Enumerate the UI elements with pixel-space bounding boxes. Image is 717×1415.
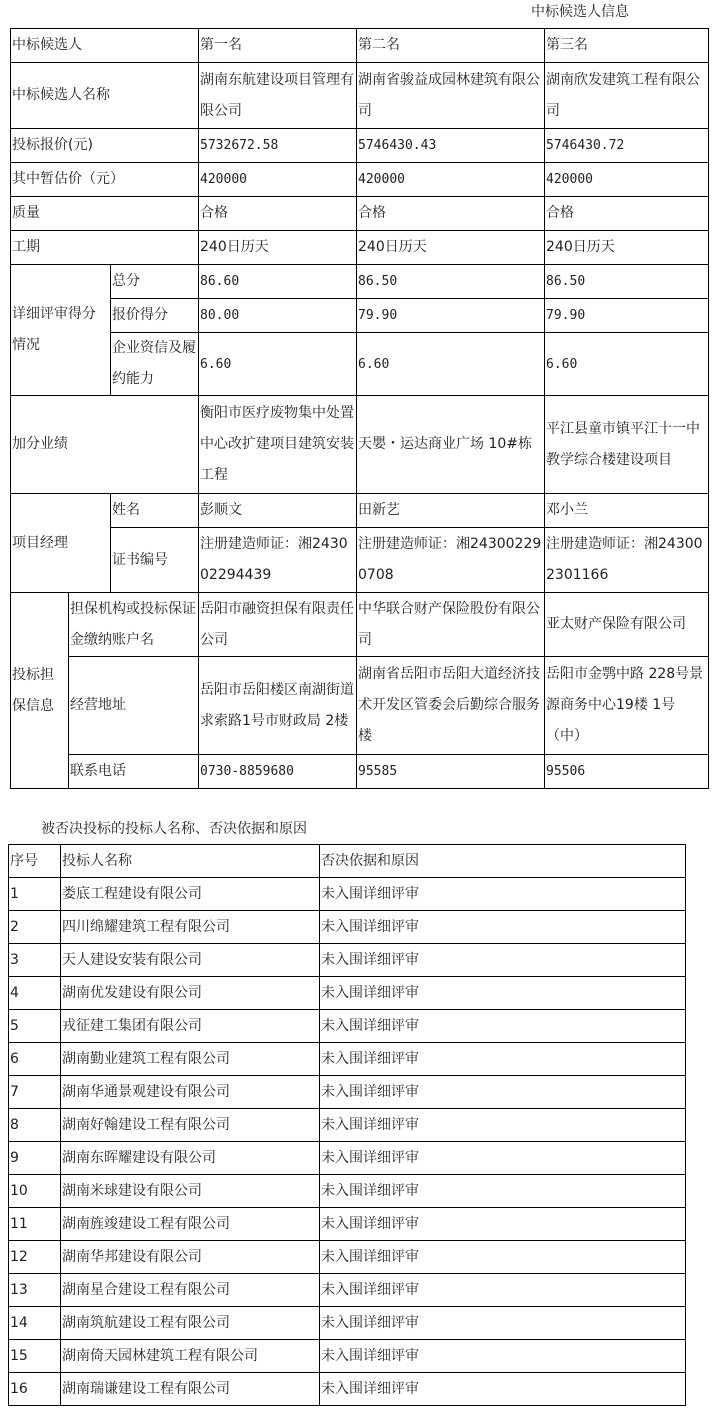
row-number: 15: [9, 1340, 61, 1373]
rejection-reason: 未入围详细评审: [320, 911, 686, 944]
cell: 420000: [545, 163, 709, 197]
rejection-reason: 未入围详细评审: [320, 1208, 686, 1241]
column-header: 序号: [9, 845, 61, 878]
cell: 5746430.43: [357, 129, 545, 163]
cell: 湖南省岳阳市岳阳大道经济技术开发区管委会后勤综合服务楼: [357, 657, 545, 755]
table-row: [9, 944, 686, 977]
group-label: 投标担保信息: [11, 593, 69, 789]
rejected-bidders-table: [8, 844, 686, 1406]
table-row: [11, 197, 709, 231]
row-number: 2: [9, 911, 61, 944]
rejection-reason: 未入围详细评审: [320, 1043, 686, 1076]
row-number: 14: [9, 1307, 61, 1340]
page-caption: 中标候选人信息: [531, 4, 629, 20]
cell: 第三名: [545, 29, 709, 63]
cell: 平江县童市镇平江十一中教学综合楼建设项目: [545, 396, 709, 494]
row-number: 12: [9, 1241, 61, 1274]
cell: 240日历天: [357, 231, 545, 265]
cell: 86.60: [199, 265, 357, 299]
cell: 79.90: [545, 299, 709, 333]
row-label: 其中暂估价（元）: [11, 163, 199, 197]
rejection-reason: 未入围详细评审: [320, 1010, 686, 1043]
bidder-name: 湖南米球建设有限公司: [61, 1175, 320, 1208]
bidder-name: 湖南瑞谦建设工程有限公司: [61, 1373, 320, 1406]
cell: 6.60: [545, 333, 709, 396]
row-label: 质量: [11, 197, 199, 231]
row-label: 证书编号: [111, 528, 199, 593]
cell: 天嬰・运达商业广场 10#栋: [357, 396, 545, 494]
table-row: [9, 878, 686, 911]
cell: 5746430.72: [545, 129, 709, 163]
rejection-reason: 未入围详细评审: [320, 944, 686, 977]
rejection-reason: 未入围详细评审: [320, 1142, 686, 1175]
bidder-name: 天人建设安装有限公司: [61, 944, 320, 977]
rejected-rows: [9, 878, 686, 1406]
cell: 240日历天: [199, 231, 357, 265]
bidder-name: 湖南勤业建筑工程有限公司: [61, 1043, 320, 1076]
bidder-name: 湖南东晖耀建设有限公司: [61, 1142, 320, 1175]
table-row: [11, 755, 709, 789]
table-row: [9, 1241, 686, 1274]
table-row: [9, 1208, 686, 1241]
row-number: 4: [9, 977, 61, 1010]
row-number: 11: [9, 1208, 61, 1241]
table-row: [11, 657, 709, 755]
group-label: 详细评审得分情况: [11, 265, 111, 396]
column-header: 否决依据和原因: [320, 845, 686, 878]
bidder-name: 湖南倚天园林建筑工程有限公司: [61, 1340, 320, 1373]
bidder-name: 湖南优发建设有限公司: [61, 977, 320, 1010]
cell: 第二名: [357, 29, 545, 63]
table-header-row: [9, 845, 686, 878]
cell: 亚太财产保险有限公司: [545, 593, 709, 657]
row-label: 经营地址: [69, 657, 199, 755]
cell: 湖南省骏益成园林建筑有限公司: [357, 63, 545, 129]
table-row: [9, 1175, 686, 1208]
cell: 合格: [545, 197, 709, 231]
row-number: 7: [9, 1076, 61, 1109]
table-row: [11, 163, 709, 197]
cell: 0730-8859680: [199, 755, 357, 789]
cell: 田新艺: [357, 494, 545, 528]
table-row: [9, 1076, 686, 1109]
cell: 衡阳市医疗废物集中处置中心改扩建项目建筑安装工程: [199, 396, 357, 494]
table-row: [11, 494, 709, 528]
cell: 86.50: [357, 265, 545, 299]
table-row: [11, 265, 709, 299]
row-label: 姓名: [111, 494, 199, 528]
cell: 湖南东航建设项目管理有限公司: [199, 63, 357, 129]
cell: 6.60: [199, 333, 357, 396]
cell: 岳阳市金鹗中路 228号景源商务中心19楼 1号（中）: [545, 657, 709, 755]
table-row: [9, 1340, 686, 1373]
section-title: 被否决投标的投标人名称、否决依据和原因: [41, 821, 307, 837]
row-label: 投标报价(元): [11, 129, 199, 163]
table-row: [9, 1307, 686, 1340]
cell: 邓小兰: [545, 494, 709, 528]
cell: 岳阳市岳阳楼区南湖街道求索路1号市财政局 2楼: [199, 657, 357, 755]
bidder-name: 四川绵耀建筑工程有限公司: [61, 911, 320, 944]
table-row: [9, 1109, 686, 1142]
cell: 95585: [357, 755, 545, 789]
cell: 95506: [545, 755, 709, 789]
row-label: 工期: [11, 231, 199, 265]
table-row: [9, 911, 686, 944]
row-label: 联系电话: [69, 755, 199, 789]
cell: 第一名: [199, 29, 357, 63]
row-number: 13: [9, 1274, 61, 1307]
cell: 5732672.58: [199, 129, 357, 163]
table-row: [9, 1274, 686, 1307]
rejection-reason: 未入围详细评审: [320, 1340, 686, 1373]
rejection-reason: 未入围详细评审: [320, 1175, 686, 1208]
row-number: 3: [9, 944, 61, 977]
bidder-name: 湖南旌竣建设工程有限公司: [61, 1208, 320, 1241]
cell: 合格: [199, 197, 357, 231]
row-label: 总分: [111, 265, 199, 299]
row-number: 10: [9, 1175, 61, 1208]
table-row: [11, 231, 709, 265]
row-label: 担保机构或投标保证金缴纳账户名: [69, 593, 199, 657]
cell: 240日历天: [545, 231, 709, 265]
row-number: 1: [9, 878, 61, 911]
cell: 湖南欣发建筑工程有限公司: [545, 63, 709, 129]
row-label: 报价得分: [111, 299, 199, 333]
rejection-reason: 未入围详细评审: [320, 1373, 686, 1406]
rejection-reason: 未入围详细评审: [320, 878, 686, 911]
bidder-name: 湖南华邦建设有限公司: [61, 1241, 320, 1274]
table-row: [11, 63, 709, 129]
bidder-name: 湖南筑航建设工程有限公司: [61, 1307, 320, 1340]
table-row: [11, 29, 709, 63]
bidder-name: 娄底工程建设有限公司: [61, 878, 320, 911]
row-number: 6: [9, 1043, 61, 1076]
table-row: [11, 396, 709, 494]
table-row: [11, 333, 709, 396]
row-number: 5: [9, 1010, 61, 1043]
column-header: 投标人名称: [61, 845, 320, 878]
table-row: [9, 1142, 686, 1175]
cell: 6.60: [357, 333, 545, 396]
rejection-reason: 未入围详细评审: [320, 1109, 686, 1142]
cell: 注册建造师证：湘243002294439: [199, 528, 357, 593]
row-number: 9: [9, 1142, 61, 1175]
table-row: [9, 1010, 686, 1043]
cell: 420000: [199, 163, 357, 197]
row-label: 加分业绩: [11, 396, 199, 494]
rejection-reason: 未入围详细评审: [320, 1307, 686, 1340]
bidder-name: 戎征建工集团有限公司: [61, 1010, 320, 1043]
table-row: [9, 1373, 686, 1406]
cell: 注册建造师证：湘243002301166: [545, 528, 709, 593]
bidder-name: 湖南华通景观建设有限公司: [61, 1076, 320, 1109]
row-number: 8: [9, 1109, 61, 1142]
cell: 岳阳市融资担保有限责任公司: [199, 593, 357, 657]
row-label: 中标候选人: [11, 29, 199, 63]
rejection-reason: 未入围详细评审: [320, 1241, 686, 1274]
table-row: [11, 299, 709, 333]
cell: 80.00: [199, 299, 357, 333]
bidder-name: 湖南好翰建设工程有限公司: [61, 1109, 320, 1142]
group-label: 项目经理: [11, 494, 111, 593]
cell: 420000: [357, 163, 545, 197]
cell: 79.90: [357, 299, 545, 333]
table-row: [11, 528, 709, 593]
rejection-reason: 未入围详细评审: [320, 977, 686, 1010]
table-row: [9, 1043, 686, 1076]
table-row: [9, 977, 686, 1010]
cell: 注册建造师证：湘243002290708: [357, 528, 545, 593]
row-number: 16: [9, 1373, 61, 1406]
row-label: 企业资信及履约能力: [111, 333, 199, 396]
bidder-name: 湖南星合建设工程有限公司: [61, 1274, 320, 1307]
table-row: [11, 593, 709, 657]
row-label: 中标候选人名称: [11, 63, 199, 129]
rejection-reason: 未入围详细评审: [320, 1274, 686, 1307]
cell: 彭顺文: [199, 494, 357, 528]
cell: 中华联合财产保险股份有限公司: [357, 593, 545, 657]
cell: 合格: [357, 197, 545, 231]
winning-candidates-table: [10, 28, 709, 789]
table-row: [11, 129, 709, 163]
rejection-reason: 未入围详细评审: [320, 1076, 686, 1109]
cell: 86.50: [545, 265, 709, 299]
